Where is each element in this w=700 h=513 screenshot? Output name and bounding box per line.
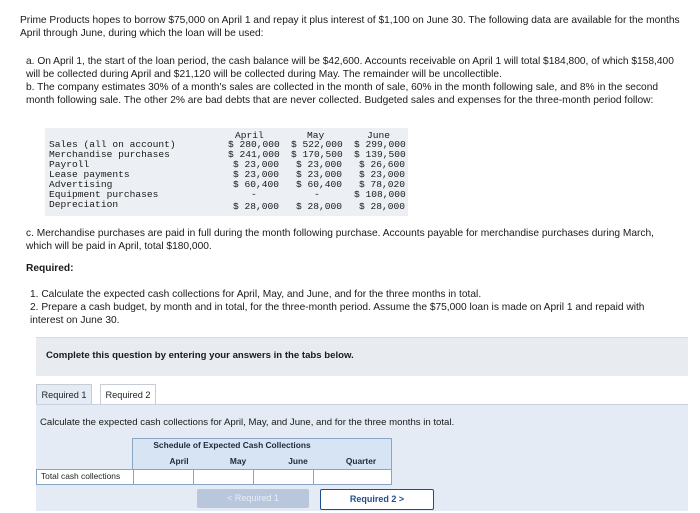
col-may: May <box>307 130 325 141</box>
quarter-input[interactable] <box>313 470 391 484</box>
row-label: Merchandise purchases <box>49 149 170 160</box>
required-item-2: 2. Prepare a cash budget, by month and in total, for the three-month period. Assume the $75,000 loan is made on April 1 and repaid with interest on June 30. <box>30 302 645 326</box>
may-input[interactable] <box>193 470 254 484</box>
row-value: $ 299,000 <box>354 139 406 150</box>
prev-required-1-button[interactable]: < Required 1 <box>197 489 309 508</box>
budget-table <box>45 128 408 216</box>
row-label: Depreciation <box>49 199 119 210</box>
row-label: Lease payments <box>49 169 130 180</box>
tab-required-2[interactable]: Required 2 <box>100 384 156 405</box>
row-value: $ 170,500 <box>291 149 343 160</box>
row-value: $ 241,000 <box>228 149 280 160</box>
row-value: $ 78,020 <box>359 179 406 190</box>
row-value: $ 23,000 <box>296 159 343 170</box>
row-value: $ 28,000 <box>296 201 343 212</box>
tab-required-1[interactable]: Required 1 <box>36 384 92 405</box>
item-a-text: a. On April 1, the start of the loan period, the cash balance will be $42,600. Accounts receivable on April 1 will total $184,800, of which $158,400 will be collected during April and $21,120 will be collected during May. The remainder will be uncollectible. <box>26 56 674 80</box>
row-value: $ 23,000 <box>359 169 406 180</box>
row-value: $ 60,400 <box>233 179 280 190</box>
item-b-text: b. The company estimates 30% of a month's sales are collected in the month of sale, 60% in the month following sale, and 8% in the second month following sale. The other 2% are bad debts that are never collected. Budgeted sales and expenses for the three-month period follow: <box>26 82 659 106</box>
row-label: Equipment purchases <box>49 189 159 200</box>
row-value: $ 139,500 <box>354 149 406 160</box>
row-value: $ 28,000 <box>233 201 280 212</box>
row-value: - <box>314 189 320 200</box>
row-value: $ 23,000 <box>296 169 343 180</box>
row-value: $ 522,000 <box>291 139 343 150</box>
required-item-1: 1. Calculate the expected cash collections for April, May, and June, and for the three months in total. <box>30 289 482 300</box>
instruction-text: Complete this question by entering your answers in the tabs below. <box>46 350 354 361</box>
schedule-col-june: June <box>288 456 308 466</box>
total-cash-collections-row <box>36 469 392 485</box>
schedule-col-april: April <box>169 456 189 466</box>
row-value: - <box>251 189 257 200</box>
instruction-band <box>36 337 688 376</box>
row-value: $ 108,000 <box>354 189 406 200</box>
item-c-text: c. Merchandise purchases are paid in full during the month following purchase. Accounts payable for merchandise purchases during March, which will be paid in April, total $180,000. <box>26 228 655 252</box>
june-input[interactable] <box>253 470 314 484</box>
row-value: $ 60,400 <box>296 179 343 190</box>
row-value: $ 23,000 <box>233 159 280 170</box>
row-label: Advertising <box>49 179 113 190</box>
schedule-col-may: May <box>229 456 247 466</box>
row-value: $ 26,600 <box>359 159 406 170</box>
required-heading: Required: <box>26 263 74 274</box>
intro-text: Prime Products hopes to borrow $75,000 on April 1 and repay it plus interest of $1,100 on June 30. The following data are available for the months April through June, during which the loan will be used: <box>20 15 680 39</box>
row-value: $ 28,000 <box>359 201 406 212</box>
row-value: $ 280,000 <box>228 139 280 150</box>
task-text: Calculate the expected cash collections for April, May, and June, and for the three months in total. <box>40 417 455 428</box>
april-input[interactable] <box>133 470 194 484</box>
schedule-title: Schedule of Expected Cash Collections <box>153 440 311 450</box>
total-cash-collections-label: Total cash collections <box>41 471 121 481</box>
next-required-2-button[interactable]: Required 2 > <box>320 489 434 510</box>
col-june: June <box>367 130 391 141</box>
schedule-col-quarter: Quarter <box>345 456 377 466</box>
row-value: $ 23,000 <box>233 169 280 180</box>
col-april: April <box>235 130 264 141</box>
row-label: Sales (all on account) <box>49 139 176 150</box>
cash-collections-schedule <box>36 438 390 483</box>
row-label: Payroll <box>49 159 90 170</box>
